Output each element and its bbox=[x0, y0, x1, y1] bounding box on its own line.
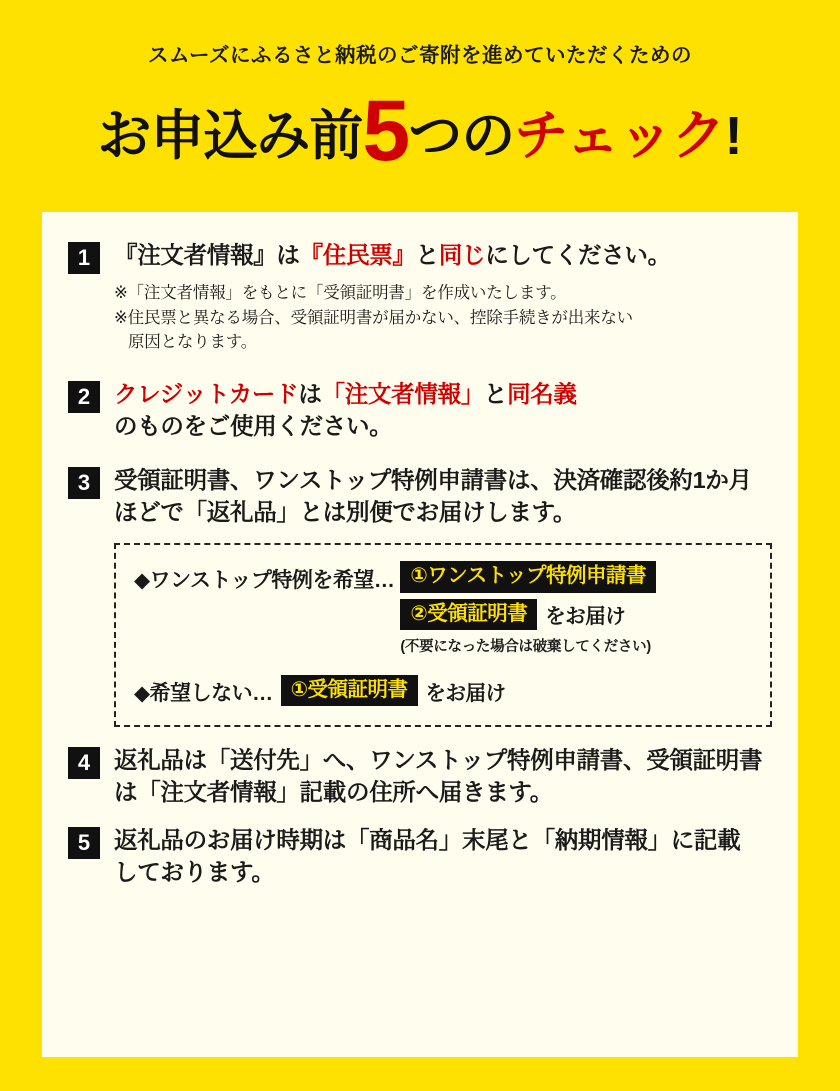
item-number-3: 3 bbox=[68, 467, 100, 499]
header-title-check: チェック bbox=[514, 106, 725, 166]
header-subtitle: スムーズにふるさと納税のご寄附を進めていただくための bbox=[148, 44, 692, 67]
onestop-row-yes bbox=[134, 561, 752, 656]
onestop-detail-box bbox=[114, 543, 772, 727]
tag-receipt-certificate-only: ①受領証明書 bbox=[281, 675, 418, 707]
checklist-item-1 bbox=[68, 240, 772, 355]
checklist-item-5 bbox=[68, 825, 772, 889]
item-number-2: 2 bbox=[68, 381, 100, 413]
item-1-part-6: にしてください。 bbox=[485, 242, 671, 268]
item-2-part-3: 「注文者情報」 bbox=[321, 381, 484, 408]
item-1-part-5: 同じ bbox=[438, 242, 486, 268]
item-2-part-5: 同名義 bbox=[507, 381, 577, 408]
checklist-item-2 bbox=[68, 379, 772, 443]
onestop-no-label: ◆希望しない… bbox=[134, 682, 273, 706]
onestop-no-after: をお届け bbox=[425, 681, 506, 705]
item-body-2 bbox=[114, 379, 772, 443]
item-body-1 bbox=[114, 240, 772, 355]
item-1-note-2: ※住民票と異なる場合、受領証明書が届かない、控除手続きが出来ない bbox=[114, 308, 633, 327]
item-1-main-line bbox=[114, 240, 772, 272]
onestop-row-no bbox=[134, 674, 752, 707]
item-3-line2-b: 別便 bbox=[346, 499, 393, 526]
header-title-exclamation: ! bbox=[724, 106, 743, 166]
item-body-3 bbox=[114, 465, 772, 727]
header-title-number: 5 bbox=[362, 83, 409, 179]
item-1-notes bbox=[114, 281, 772, 355]
header bbox=[0, 0, 840, 179]
item-5-line-1: 返礼品のお届け時期は「商品名」末尾と「納期情報」に記載 bbox=[114, 827, 741, 854]
item-body-5 bbox=[114, 825, 772, 889]
tag-receipt-certificate: ②受領証明書 bbox=[400, 599, 537, 631]
item-number-1: 1 bbox=[68, 242, 100, 274]
item-4-line-2: は「注文者情報」記載の住所へ届きます。 bbox=[114, 779, 553, 806]
item-2-second-line: のものをご使用ください。 bbox=[114, 413, 393, 440]
item-3-line-1: 受領証明書、ワンストップ特例申請書は、決済確認後約1か月 bbox=[114, 467, 752, 494]
checklist-item-4 bbox=[68, 745, 772, 809]
item-2-part-4: と bbox=[483, 381, 508, 408]
checklist-item-3 bbox=[68, 465, 772, 727]
item-body-4 bbox=[114, 745, 772, 809]
item-1-part-1: 『注文者情報』 bbox=[114, 242, 277, 268]
item-1-note-1: ※「注文者情報」をもとに「受領証明書」を作成いたします。 bbox=[114, 283, 567, 302]
item-1-part-3: 『住民票』 bbox=[299, 242, 416, 268]
item-3-line2-c: でお届けします。 bbox=[392, 499, 577, 526]
header-title bbox=[0, 82, 840, 179]
item-2-main-line bbox=[114, 379, 772, 411]
item-1-part-2: は bbox=[276, 242, 300, 268]
item-1-part-4: と bbox=[415, 242, 439, 268]
item-1-note-3: 原因となります。 bbox=[128, 333, 258, 352]
onestop-yes-label: ◆ワンストップ特例を希望… bbox=[134, 569, 395, 593]
header-title-part1: お申込み前 bbox=[97, 106, 363, 166]
item-3-line-2 bbox=[114, 497, 772, 529]
onestop-yes-after: をお届け bbox=[545, 605, 626, 629]
item-5-line-2: しております。 bbox=[114, 858, 275, 885]
item-number-5: 5 bbox=[68, 827, 100, 859]
item-3-line2-a: ほどで「返礼品」とは bbox=[114, 499, 346, 526]
checklist-card bbox=[42, 212, 798, 1057]
onestop-yes-tags bbox=[400, 561, 656, 656]
item-2-part-1: クレジットカード bbox=[114, 381, 299, 408]
item-number-4: 4 bbox=[68, 747, 100, 779]
header-title-part2: つの bbox=[408, 106, 515, 166]
item-4-line-1: 返礼品は「送付先」へ、ワンストップ特例申請書、受領証明書 bbox=[114, 747, 763, 774]
tag-onestop-application: ①ワンストップ特例申請書 bbox=[400, 561, 656, 593]
item-2-part-2: は bbox=[298, 381, 322, 408]
onestop-yes-paren-note: (不要になった場合は破棄してください) bbox=[400, 639, 651, 656]
